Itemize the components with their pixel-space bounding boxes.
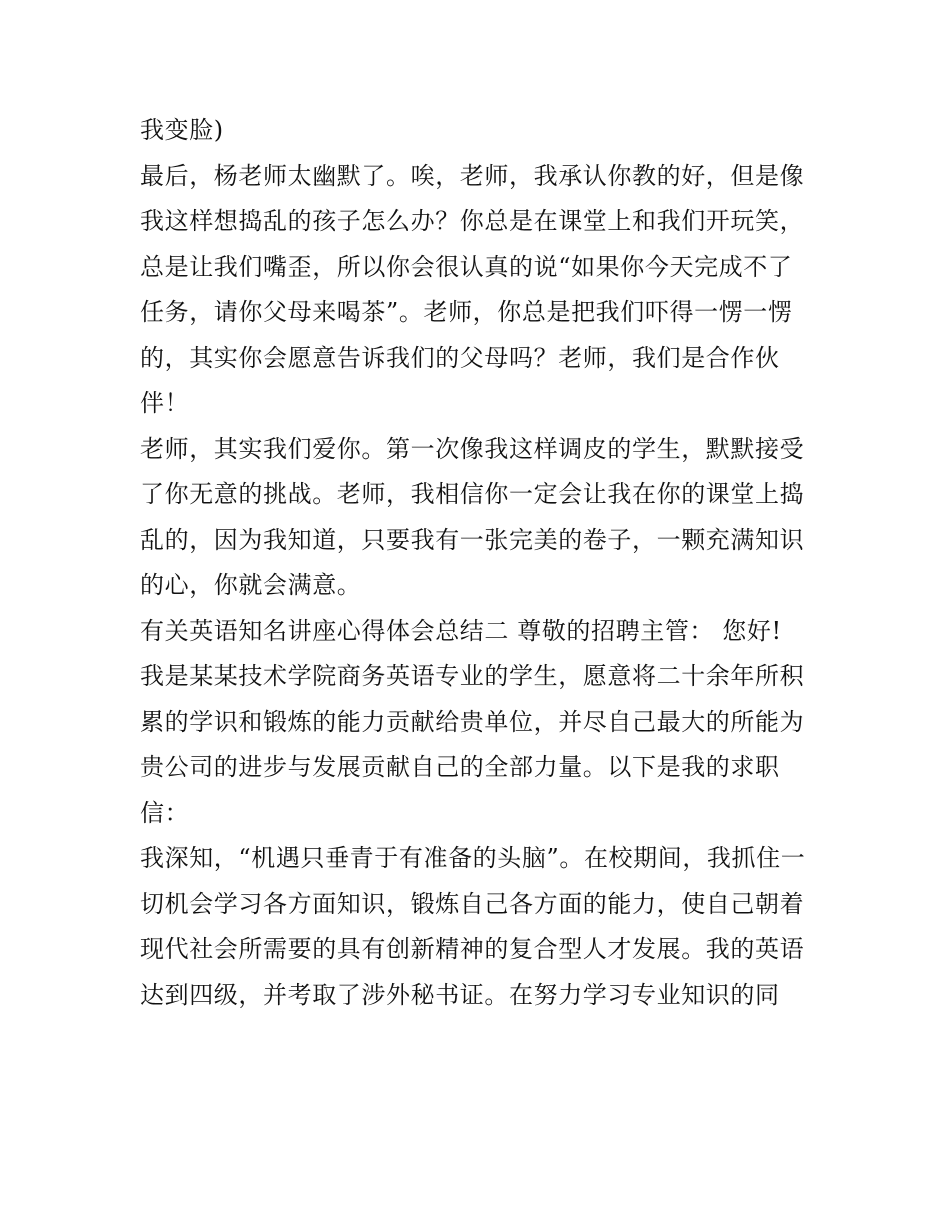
text-line: 伴！ [140, 389, 190, 417]
text-line: 总是让我们嘴歪，所以你会很认真的说“如果你今天完成不了 [140, 252, 793, 281]
text-line: 乱的，因为我知道，只要我有一张完美的卷子，一颗充满知识 [140, 525, 805, 554]
text-line: 切机会学习各方面知识，锻炼自己各方面的能力，使自己朝着 [140, 889, 805, 918]
text-line: 任务，请你父母来喝茶”。老师，你总是把我们吓得一愣一愣 [140, 298, 793, 326]
text-line: 现代社会所需要的具有创新精神的复合型人才发展。我的英语 [140, 935, 805, 963]
text-line: 信： [140, 798, 190, 827]
text-line: 的，其实你会愿意告诉我们的父母吗？老师，我们是合作伙 [140, 343, 780, 372]
document-body [140, 108, 820, 1018]
text-line: 我这样想捣乱的孩子怎么办？你总是在课堂上和我们开玩笑， [140, 207, 805, 235]
section-heading-line: 有关英语知名讲座心得体会总结二 尊敬的招聘主管： 您好! [140, 616, 782, 645]
text-line: 我深知，“机遇只垂青于有准备的头脑”。在校期间，我抓住一 [140, 844, 806, 872]
text-line: 我是某某技术学院商务英语专业的学生，愿意将二十余年所积 [140, 662, 805, 690]
text-line: 的心，你就会满意。 [140, 571, 362, 599]
text-line: 达到四级，并考取了涉外秘书证。在努力学习专业知识的同 [140, 980, 780, 1009]
text-line: 累的学识和锻炼的能力贡献给贵单位，并尽自己最大的所能为 [140, 707, 805, 736]
text-line: 贵公司的进步与发展贡献自己的全部力量。以下是我的求职 [140, 753, 780, 781]
text-line: 了你无意的挑战。老师，我相信你一定会让我在你的课堂上捣 [140, 480, 805, 508]
text-line: 老师，其实我们爱你。第一次像我这样调皮的学生，默默接受 [140, 434, 805, 463]
text-line: 我变脸) [140, 116, 224, 144]
text-line: 最后，杨老师太幽默了。唉，老师，我承认你教的好，但是像 [140, 161, 805, 190]
